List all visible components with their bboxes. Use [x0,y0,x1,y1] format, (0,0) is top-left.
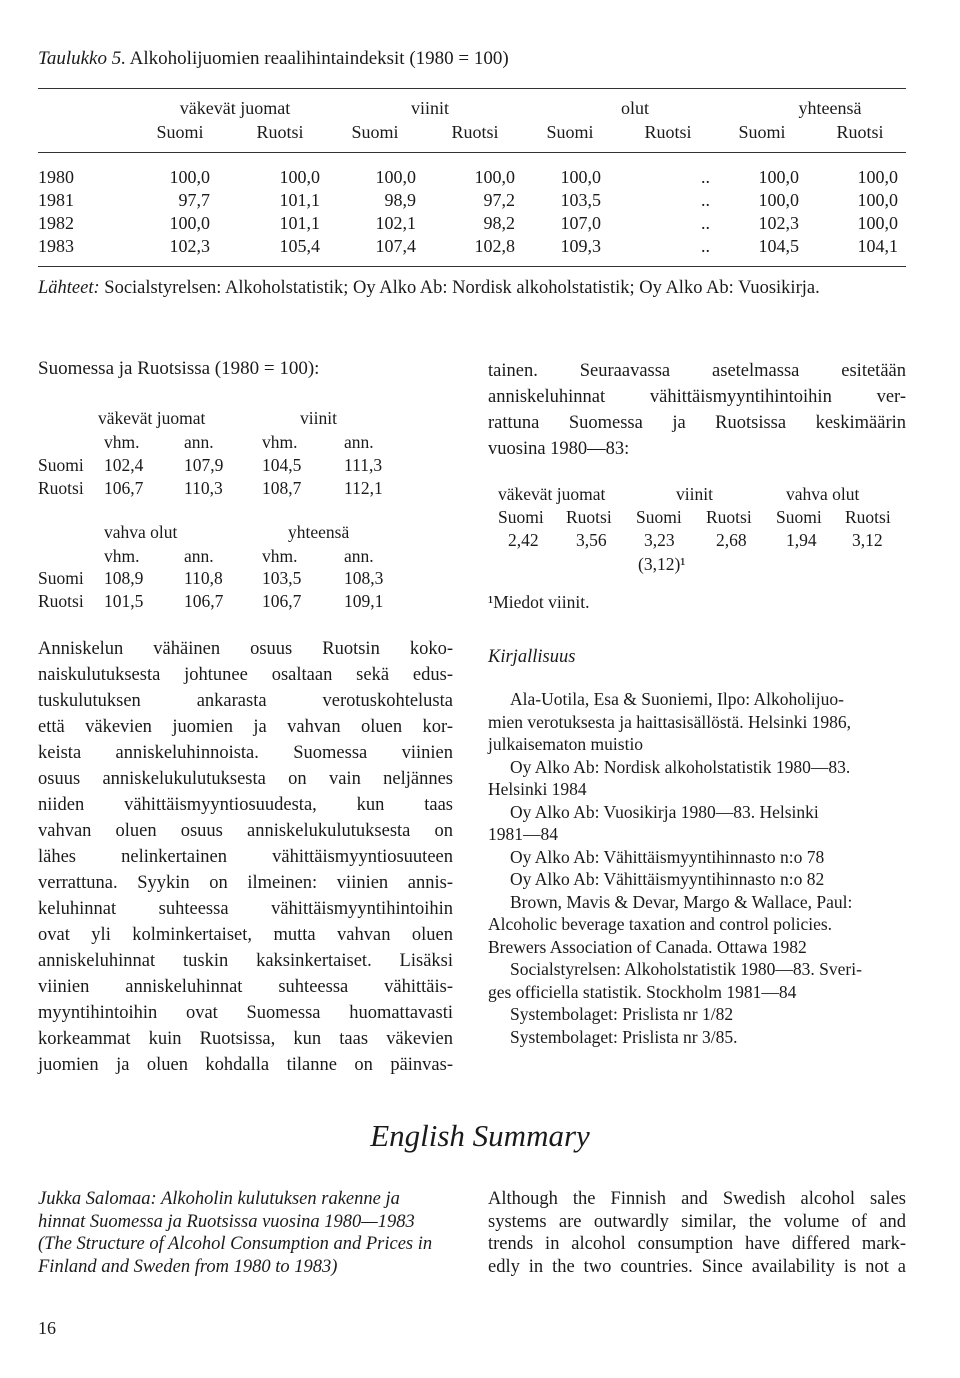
group-header: olut [620,98,649,118]
small-cell: 101,5 [104,591,144,611]
ratio-subheader: Suomi [498,507,544,527]
reference-line: Brewers Association of Canada. Ottawa 1982 [488,936,807,957]
small-cell: 107,9 [184,455,224,475]
text-line: että väkevien juomien ja vahvan oluen kor- [38,717,453,737]
table-cell: 100,0 [375,167,416,187]
text-line: anniskeluhinnat vähittäismyyntihintoihin ver- [488,387,906,407]
table-cell: 100,0 [758,190,799,210]
reference-item [488,868,906,891]
small-subheader: ann. [344,432,374,452]
small-cell: 111,3 [344,455,383,475]
small-cell: 102,4 [104,455,144,475]
small-row-label: Suomi [38,455,84,475]
subcol-header: Suomi [351,122,399,142]
text-line: rattuna Suomessa ja Ruotsissa keskimäärin [488,413,906,433]
text-line: myyntihintoihin ovat Suomessa huomattavasti [38,1003,453,1023]
table-cell: 102,8 [474,236,515,256]
table-cell: .. [701,167,710,187]
text-line: hinnat Suomessa ja Ruotsissa vuosina 1980—1983 [38,1211,415,1232]
ratio-cell: 3,23 [644,530,675,550]
text-line: vuosina 1980—83: [488,439,630,459]
table-cell: 100,0 [169,167,210,187]
small-subheader: vhm. [104,546,140,566]
small-cell: 109,1 [344,591,384,611]
text-line: edly in the two countries. Since availability is not a [488,1256,906,1277]
table-cell: 102,3 [169,236,210,256]
reference-line: Oy Alko Ab: Vuosikirja 1980—83. Helsinki [510,801,819,822]
small-subheader: vhm. [104,432,140,452]
text-line: Anniskelun vähäinen osuus Ruotsin koko- [38,639,453,659]
text-line: viinien anniskeluhinnat suhteessa vähittäis- [38,977,453,997]
table-cell: 98,2 [483,213,515,233]
small-cell: 108,9 [104,568,144,588]
group-header: yhteensä [798,98,862,118]
row-year: 1981 [38,190,74,210]
text-line: korkeammat kuin Ruotsissa, kun taas väkevien [38,1029,453,1049]
table-cell: .. [701,213,710,233]
small-cell: 106,7 [104,478,144,498]
table-cell: 100,0 [857,190,898,210]
reference-line: Oy Alko Ab: Nordisk alkoholstatistik 1980—83. [510,756,851,777]
sources-label: Lähteet: [38,278,100,298]
small-cell: 110,3 [184,478,223,498]
reference-item [488,756,906,801]
summary-title [38,1188,458,1278]
reference-line: Oy Alko Ab: Vähittäismyyntihinnasto n:o 82 [510,869,825,889]
reference-item [488,958,906,1003]
ratio-cell-extra: (3,12)¹ [638,554,686,574]
small-group-header: väkevät juomat [98,408,206,428]
ratio-cell: 1,94 [786,530,817,550]
body-paragraph-left [38,636,453,1078]
text-line: osuus anniskelukulutuksesta on vain neljännes [38,769,453,789]
ratio-group-header: viinit [676,484,713,504]
small-cell: 106,7 [262,591,302,611]
table-cell: 98,9 [384,190,416,210]
ratio-subheader: Ruotsi [566,507,612,527]
text-line: verrattuna. Syykin on ilmeinen: viinien annis- [38,873,453,893]
text-line: Finland and Sweden from 1980 to 1983) [38,1256,338,1277]
small-subheader: ann. [184,546,214,566]
english-summary-heading: English Summary [370,1118,590,1153]
summary-paragraph [488,1188,906,1278]
table-cell: 100,0 [758,167,799,187]
text-line: keluhinnat suhteessa vähittäismyyntihintoihin [38,899,453,919]
subcol-header: Suomi [738,122,786,142]
small-cell: 106,7 [184,591,224,611]
group-header: viinit [410,98,449,118]
subcol-header: Ruotsi [256,122,304,142]
reference-line: Alcoholic beverage taxation and control policies. [488,914,833,934]
row-year: 1983 [38,236,74,256]
table-cell: 103,5 [560,190,601,210]
table-top-rule [38,88,906,89]
table-cell: 100,0 [169,213,210,233]
text-line: trends in alcohol consumption have differed mark- [488,1234,906,1254]
small-table-heading: Suomessa ja Ruotsissa (1980 = 100): [38,358,320,379]
table-cell: 104,1 [857,236,898,256]
ratio-cell: 3,56 [576,530,607,550]
small-cell: 108,7 [262,478,302,498]
reference-line: Helsinki 1984 [488,779,587,799]
subcol-header: Suomi [156,122,204,142]
small-group-header: vahva olut [104,522,178,542]
table-cell: 100,0 [857,167,898,187]
ratio-subheader: Ruotsi [845,507,891,527]
small-row-label: Suomi [38,568,84,588]
reference-item [488,891,906,959]
table-cell: 101,1 [279,190,320,210]
table-cell: 107,0 [560,213,601,233]
table-cell: 102,3 [758,213,799,233]
reference-line: Oy Alko Ab: Vähittäismyyntihinnasto n:o 78 [510,846,825,867]
small-cell: 112,1 [344,478,383,498]
text-line: (The Structure of Alcohol Consumption and Prices in [38,1234,433,1254]
table-cell: 101,1 [279,213,320,233]
table-sources [38,278,820,299]
reference-item [488,801,906,846]
small-subheader: ann. [344,546,374,566]
table-cell: .. [701,190,710,210]
table-cell: .. [701,236,710,256]
small-group-header: viinit [300,408,337,428]
text-line: niiden vähittäismyyntiosuudesta, kun taas [38,795,453,815]
reference-line: mien verotuksesta ja haittasisällöstä. Helsinki 1986, [488,711,852,732]
text-line: ovat yli kolminkertaiset, mutta vahvan oluen [38,925,453,945]
reference-line: ges officiella statistik. Stockholm 1981—84 [488,981,797,1002]
reference-line: julkaisematon muistio [488,734,644,754]
small-cell: 103,5 [262,568,302,588]
text-line: naiskulutuksesta johtunee osaltaan sekä edus- [38,665,453,685]
reference-list [488,688,906,1048]
reference-item [488,1003,906,1026]
ratio-subheader: Ruotsi [706,507,752,527]
table-cell: 100,0 [560,167,601,187]
text-line: systems are outwardly similar, the volume of and [488,1211,906,1232]
table-cell: 100,0 [857,213,898,233]
row-year: 1980 [38,167,74,187]
ratio-group-header: vahva olut [786,484,860,504]
reference-line: 1981—84 [488,824,558,844]
reference-line: Systembolaget: Prislista nr 1/82 [510,1004,734,1024]
text-line: anniskeluhinnat tuskin kaksinkertaiset. Lisäksi [38,951,453,971]
ratio-subheader: Suomi [776,507,822,527]
table-cell: 97,7 [178,190,210,210]
text-line: tuskulutuksen ankarasta verotuskohtelusta [38,691,453,711]
table-cell: 105,4 [279,236,320,256]
subcol-header: Ruotsi [644,122,692,142]
small-subheader: ann. [184,432,214,452]
subcol-header: Ruotsi [451,122,499,142]
group-header: väkevät juomat [179,98,291,118]
reference-item [488,1026,906,1049]
ratio-cell: 2,42 [508,530,539,550]
reference-line: Brown, Mavis & Devar, Margo & Wallace, Paul: [510,891,853,912]
table-cell: 104,5 [758,236,799,256]
small-subheader: vhm. [262,432,298,452]
table-cell: 109,3 [560,236,601,256]
ratio-cell: 2,68 [716,530,747,550]
row-year: 1982 [38,213,74,233]
text-line: juomien ja oluen kohdalla tilanne on päinvas- [38,1055,453,1075]
small-subheader: vhm. [262,546,298,566]
text-line: Although the Finnish and Swedish alcohol sales [488,1189,906,1209]
reference-item [488,846,906,869]
reference-line: Ala-Uotila, Esa & Suoniemi, Ilpo: Alkoholijuo- [510,689,844,709]
sources-text: Socialstyrelsen: Alkoholstatistik; Oy Alko Ab: Nordisk alkoholstatistik; Oy Alko Ab: Vuosikirja. [104,278,820,298]
table-label: Taulukko 5. [38,48,126,69]
small-cell: 104,5 [262,455,302,475]
ratio-cell: 3,12 [852,530,883,550]
ratio-group-header: väkevät juomat [498,484,606,504]
table-cell: 100,0 [474,167,515,187]
text-line: tainen. Seuraavassa asetelmassa esitetään [488,361,906,381]
table-cell: 107,4 [375,236,416,256]
table-cell: 97,2 [483,190,515,210]
text-line: keista anniskeluhinnoista. Suomessa viinien [38,743,453,763]
reference-item [488,688,906,756]
small-cell: 110,8 [184,568,223,588]
reference-line: Socialstyrelsen: Alkoholstatistik 1980—83. Sveri- [510,959,862,979]
small-cell: 108,3 [344,568,384,588]
subcol-header: Ruotsi [836,122,884,142]
ratio-subheader: Suomi [636,507,682,527]
subcol-header: Suomi [546,122,594,142]
body-paragraph-right [488,358,906,462]
small-row-label: Ruotsi [38,478,84,498]
table-caption [38,48,509,70]
table-cell: 102,1 [375,213,416,233]
literature-heading: Kirjallisuus [488,647,576,667]
table-title: Alkoholijuomien reaalihintaindeksit (1980 = 100) [129,48,509,69]
footnote: ¹Miedot viinit. [488,592,590,612]
table-bottom-rule [38,266,906,267]
text-line: Jukka Salomaa: Alkoholin kulutuksen rakenne ja [38,1189,400,1209]
text-line: vahvan oluen osuus anniskelukulutuksesta on [38,821,453,841]
text-line: lähes nelinkertainen vähittäismyyntiosuuteen [38,847,453,867]
small-group-header: yhteensä [288,522,350,542]
table-header-rule [38,152,906,153]
table-cell: 100,0 [279,167,320,187]
page-number: 16 [38,1318,56,1338]
small-row-label: Ruotsi [38,591,84,611]
reference-line: Systembolaget: Prislista nr 3/85. [510,1026,738,1047]
